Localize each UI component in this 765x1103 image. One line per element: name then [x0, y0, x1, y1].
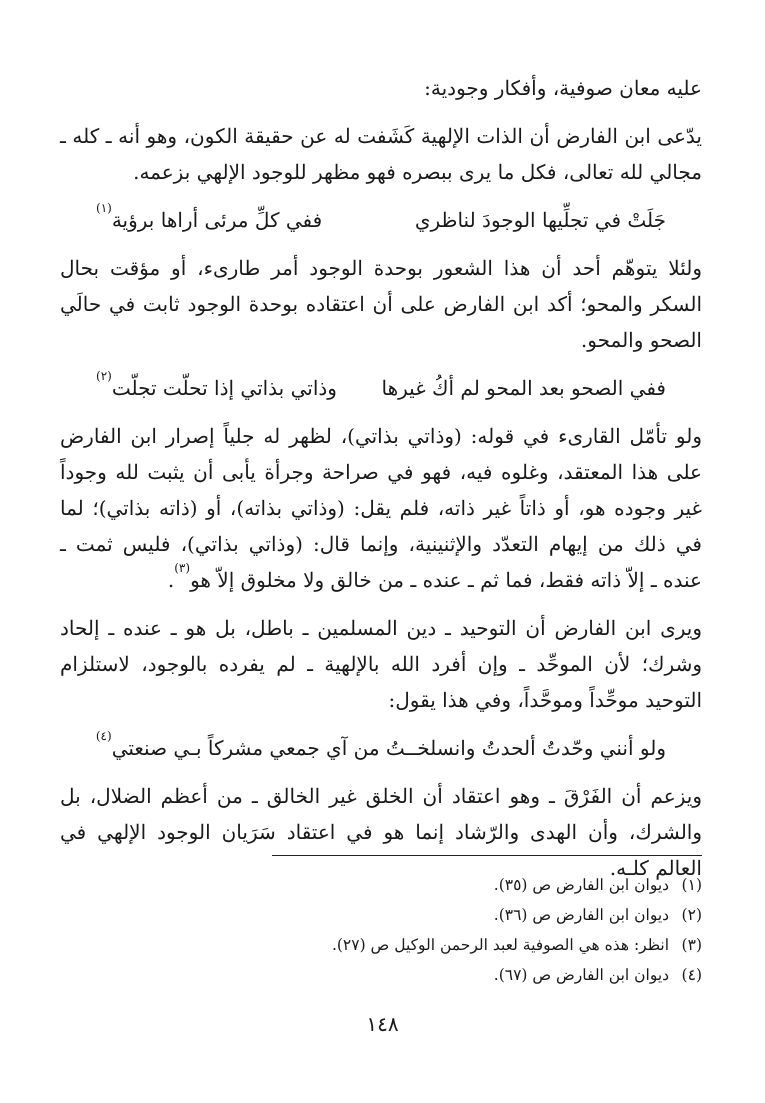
footnote-2-number: (٢) — [681, 906, 702, 924]
footnote-3-number: (٣) — [681, 936, 702, 954]
verse-3-second-hemistich — [96, 730, 412, 766]
footnote-ref-3: (٣) — [174, 561, 191, 575]
verse-1-second-text: ففي كلِّ مرئى أراها برؤية — [111, 208, 323, 232]
verse-1-first-hemistich: جَلَتْ في تجلِّيها الوجودَ لناظري — [414, 208, 666, 232]
footnote-ref-1: (١) — [96, 201, 112, 215]
footnote-4 — [140, 960, 702, 990]
footnote-3 — [140, 930, 702, 960]
footnote-ref-4: (٤) — [95, 729, 112, 743]
paragraph-3 — [60, 418, 702, 598]
footnote-divider — [272, 855, 702, 856]
footnote-1-number: (١) — [681, 876, 702, 894]
footnote-2 — [140, 900, 702, 930]
verse-2 — [60, 370, 702, 406]
paragraph-1: يدّعى ابن الفارض أن الذات الإلهية كَشَفت له عن حقيقة الكون، وهو أنه ـ كله ـ مجالي لله تعالى، فكل ما يرى ببصره فهو مظهر للوجود الإلهي بزعمه. — [60, 124, 702, 184]
verse-1 — [60, 202, 702, 238]
paragraph-5: ويزعم أن الفَرْقَ ـ وهو اعتقاد أن الخلق غير الخالق ـ من أعظم الضلال، بل والشرك، وأن الهدى والرّشاد إنما هو في اعتقاد سَرَيان الوجود الإلهي في العالم كلـه. — [60, 784, 702, 880]
footnote-1 — [140, 870, 702, 900]
verse-2-second-text: وذاتي بذاتي إذا تحلّت تجلّت — [111, 376, 337, 400]
paragraph-3-text: ولو تأمّل القارىء في قوله: (وذاتي بذاتي)، لظهر له جلياً إصرار ابن الفارض على هذا المعتقد، وغلوه فيه، فهو في صراحة وجرأة يأبى أن يثبت لله وجوداً غير وجوده هو، أو ذاتاً غير ذاته، فلم يقل: (وذاتي بذاته)، أو (ذاته بذاتي)؛ لما في ذلك من إيهام التعدّد والإثنينية، وإنما قال: (وذاتي بذاتي)، فليس ثمت ـ عنده ـ إلاّ ذاته فقط، فما ثم ـ عنده ـ من خالق ولا مخلوق إلاّ هو — [60, 424, 702, 592]
paragraph-2: ولئلا يتوهّم أحد أن هذا الشعور بوحدة الوجود أمر طارىء، أو مؤقت بحال السكر والمحو؛ أكد ابن الفارض على أن اعتقاده بوحدة الوجود ثابت في حالَي الصحو والمحو. — [60, 256, 702, 352]
footnote-2-text: ديوان ابن الفارض ص (٣٦). — [493, 906, 670, 924]
footnotes — [140, 870, 702, 990]
paragraph-intro: عليه معان صوفية، وأفكار وجودية: — [424, 76, 702, 100]
footnote-4-number: (٤) — [681, 966, 702, 984]
paragraph-3-end: . — [167, 568, 175, 592]
verse-2-first-hemistich: ففي الصحو بعد المحو لم أكُ غيرها — [381, 376, 666, 400]
page-body — [60, 70, 702, 886]
footnote-3-text: انظر: هذه هي الصوفية لعبد الرحمن الوكيل ص (٢٧). — [331, 936, 670, 954]
paragraph-4: ويرى ابن الفارض أن التوحيد ـ دين المسلمين ـ باطل، بل هو ـ عنده ـ إلحاد وشرك؛ لأن الموحِّد ـ وإن أفرد الله بالإلهية ـ لم يفرده بالوجود، لاستلزام التوحيد موحِّداً وموحَّداً، وفي هذا يقول: — [60, 616, 702, 712]
footnote-1-text: ديوان ابن الفارض ص (٣٥). — [493, 876, 670, 894]
footnote-4-text: ديوان ابن الفارض ص (٦٧). — [493, 966, 670, 984]
page-number: ١٤٨ — [366, 1012, 399, 1036]
verse-3 — [60, 730, 702, 766]
verse-1-second-hemistich — [96, 202, 322, 238]
verse-2-second-hemistich — [96, 370, 337, 406]
verse-3-second-text: ـتُ من آي جمعي مشركاً بـي صنعتي — [111, 736, 412, 760]
verse-3-first-hemistich: ولو أنني وحّدتُ ألحدتُ وانسلخـ — [411, 736, 666, 760]
footnote-ref-2: (٢) — [96, 369, 112, 383]
